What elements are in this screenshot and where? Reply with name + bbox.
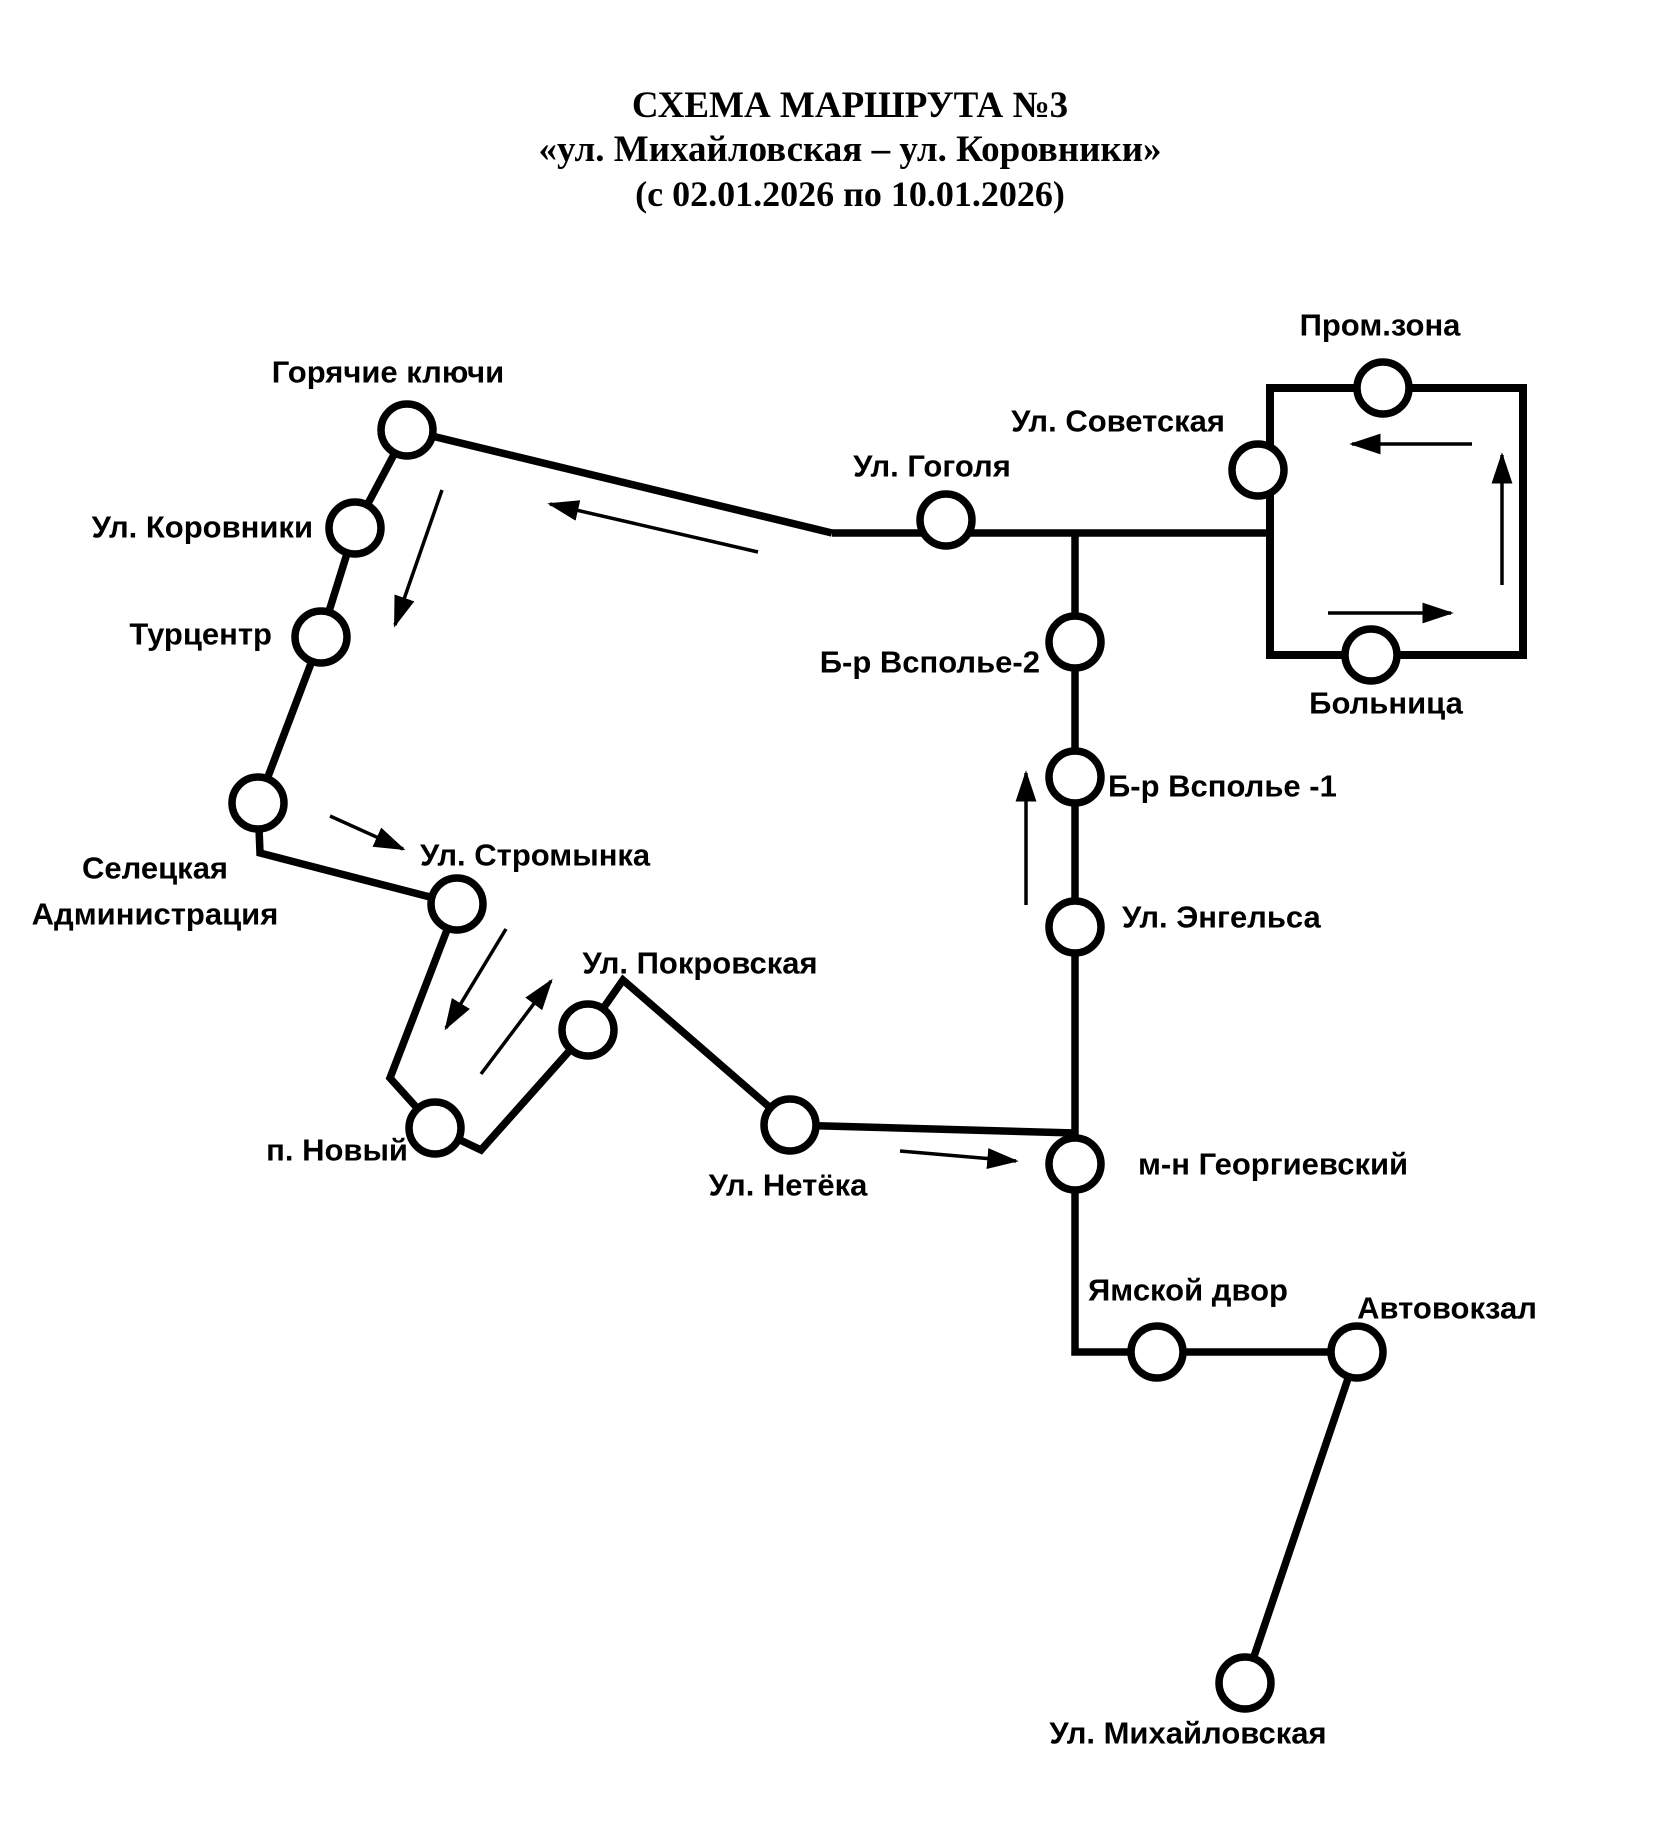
stop-label-goryachie-klyuchi: Горячие ключи	[271, 354, 505, 390]
arrow-to-turtsentr	[395, 490, 442, 625]
stop-label-ul-netyoka: Ул. Нетёка	[708, 1167, 868, 1203]
stop-goryachie-klyuchi	[381, 404, 433, 456]
stop-seletskaya-administratsiya	[232, 777, 284, 829]
stop-yamskoy-dvor	[1131, 1326, 1183, 1378]
stop-label-ul-engelsa: Ул. Энгельса	[1122, 899, 1321, 935]
stop-ul-pokrovskaya	[562, 1004, 614, 1056]
stop-p-novyy	[409, 1102, 461, 1154]
stop-br-vspolye-1	[1049, 751, 1101, 803]
arrow-to-georgievskiy	[900, 1151, 1016, 1161]
stop-bolnitsa	[1345, 629, 1397, 681]
stop-ul-engelsa	[1049, 901, 1101, 953]
stop-label-seletskaya-administratsiya-line2: Администрация	[31, 896, 279, 932]
stop-ul-gogolya	[920, 494, 972, 546]
stop-prom-zona	[1357, 362, 1409, 414]
terminal-loop-rect	[1270, 388, 1523, 655]
stop-label-yamskoy-dvor: Ямской двор	[1088, 1272, 1288, 1308]
stop-br-vspolye-2	[1049, 616, 1101, 668]
arrow-to-pokrovskaya	[481, 981, 551, 1074]
stop-label-mn-georgievskiy: м-н Георгиевский	[1138, 1146, 1409, 1182]
stop-label-br-vspolye-2: Б-р Всполье-2	[819, 644, 1040, 680]
stop-label-ul-sovetskaya: Ул. Советская	[1011, 403, 1225, 439]
scheme-title-line1: СХЕМА МАРШРУТА №3	[631, 85, 1069, 126]
stop-label-bolnitsa: Больница	[1309, 685, 1463, 721]
stop-ul-korovniki	[329, 502, 381, 554]
stop-mn-georgievskiy	[1049, 1138, 1101, 1190]
stop-label-ul-korovniki: Ул. Коровники	[91, 509, 313, 545]
stop-label-avtovokzal: Автовокзал	[1357, 1290, 1537, 1326]
stop-turtsentr	[295, 611, 347, 663]
stop-ul-mikhaylovskaya	[1219, 1657, 1271, 1709]
arrow-to-stromynka	[330, 816, 403, 849]
stop-label-ul-mikhaylovskaya: Ул. Михайловская	[1049, 1715, 1327, 1751]
stop-label-ul-stromynka: Ул. Стромынка	[420, 837, 651, 873]
stop-ul-sovetskaya	[1232, 444, 1284, 496]
stop-label-ul-pokrovskaya: Ул. Покровская	[582, 945, 818, 981]
stop-label-turtsentr: Турцентр	[129, 616, 272, 652]
stop-label-p-novyy: п. Новый	[266, 1132, 408, 1168]
stop-label-seletskaya-administratsiya-line1: Селецкая	[81, 850, 229, 886]
stop-ul-stromynka	[431, 878, 483, 930]
arrow-to-p-novyy	[446, 929, 506, 1028]
stop-ul-netyoka	[764, 1099, 816, 1151]
scheme-title-line3: (с 02.01.2026 по 10.01.2026)	[635, 174, 1065, 214]
stop-label-ul-gogolya: Ул. Гоголя	[853, 448, 1011, 484]
stop-label-prom-zona: Пром.зона	[1299, 307, 1461, 343]
stop-avtovokzal	[1331, 1326, 1383, 1378]
stop-label-br-vspolye-1: Б-р Всполье -1	[1108, 768, 1337, 804]
scheme-title-line2: «ул. Михайловская – ул. Коровники»	[538, 129, 1162, 170]
